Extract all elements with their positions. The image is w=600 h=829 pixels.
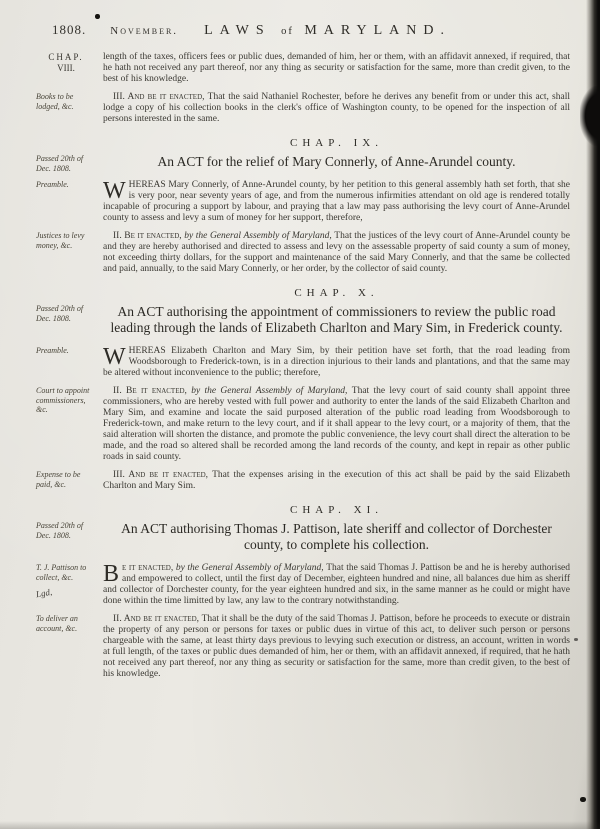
text-run: That the said Nathaniel Rochester, before he derives any benefit from or under this act, shall lodge a copy of his collection books in the clerk's office of Washington county, to be opened for the inspection of all persons interested in the same. — [103, 92, 570, 124]
act-title: An ACT authorising the appointment of commissioners to review the public road leading through the lands of Elizabeth Charlton and Mary Sim, in Frederick county. — [110, 304, 563, 335]
chap-ix-title-row — [36, 154, 570, 173]
preamble-paragraph — [103, 180, 570, 224]
text-run: That it shall be the duty of the said Thomas J. Pattison, before he proceeds to execute or distrain the property of any person or persons for taxes or public dues in virtue of this act, to deliver such person or persons chargeable with the same, at least thirty days previous to levying such execution or distress, an account, written in words at full length, of the taxes or public dues demanded of him, her or them, with an affidavit annexed, if required, that he hath not received any part thereof, nor any thing as security or satisfaction for the same, more than credit given, to the best of his knowledge. — [103, 614, 570, 679]
act-title: An ACT authorising Thomas J. Pattison, late sheriff and collector of Dorchester county, to complete his collection. — [121, 521, 552, 552]
margin-note-preamble: Preamble. — [36, 180, 69, 189]
chap-x-title-row — [36, 304, 570, 339]
chap-xi-section2-row — [36, 614, 570, 680]
text-run-sc: III. And be it enacted, — [113, 92, 208, 102]
margin-note-justices-levy: Justices to levy money, &c. — [36, 231, 85, 250]
margin-note-pattison-collect — [36, 563, 103, 607]
chapter-heading: CHAP. XI. — [290, 504, 383, 516]
page-header — [52, 22, 570, 39]
book-binding-shadow — [580, 86, 600, 146]
body-column — [103, 231, 570, 275]
margin-spacer — [36, 137, 103, 149]
body-column — [103, 137, 570, 149]
body-column — [103, 304, 570, 339]
preamble-paragraph — [103, 346, 570, 379]
chap-x-section3-row — [36, 470, 570, 492]
text-run: That the expenses arising in the execution of this act shall be paid by the said Elizabeth Charlton and Mary Sim. — [103, 470, 570, 491]
text-run-dc: W — [103, 178, 126, 204]
margin-note-passed-date: Passed 20th of Dec. 1808. — [36, 154, 84, 173]
text-run-dc: W — [103, 344, 126, 370]
ink-speck — [574, 638, 578, 641]
body-column — [103, 563, 570, 607]
chap-xi-title-row — [36, 521, 570, 556]
page-month: November. — [110, 25, 179, 37]
text-run-dc: B — [103, 561, 120, 587]
act-title: An ACT for the relief of Mary Connerly, of Anne-Arundel county. — [157, 154, 516, 169]
text-run-sc: e it enacted, — [122, 563, 176, 573]
page-bottom-shadow — [0, 821, 600, 829]
chapter-word: CHAP. — [48, 52, 84, 62]
page-title-laws: LAWS — [204, 23, 271, 38]
text-run: That the said Thomas J. Pattison be and he is hereby authorised and empowered to collect, until the first day of December, eighteen hundred and nine, all balances due him as sheriff and collector of Dorchester county, for the year eighteen hundred and six, in the same manner as he could or might have done within the time limitted by law, any law to the contrary notwithstanding. — [103, 563, 570, 606]
section-paragraph — [103, 470, 570, 492]
section-paragraph — [103, 563, 570, 607]
margin-chapter-number — [36, 52, 103, 85]
margin-note-books-lodged: Books to be lodged, &c. — [36, 92, 74, 111]
document-body — [36, 52, 570, 680]
body-column — [103, 470, 570, 492]
margin-note-passed-date: Passed 20th of Dec. 1808. — [36, 304, 84, 323]
chap-xi-heading-row — [36, 504, 570, 516]
margin-note-court-appoint: Court to appoint commissioners, &c. — [36, 386, 90, 414]
margin-note-deliver-account: To deliver an account, &c. — [36, 614, 78, 633]
body-column — [103, 614, 570, 680]
chap-ix-preamble-row — [36, 180, 570, 224]
handwritten-mark: Lgd, — [35, 586, 53, 600]
text-run: HEREAS — [128, 180, 166, 190]
body-column — [103, 154, 570, 173]
text-run: Elizabeth Charlton and Mary Sim, by their petition have set forth, that the road leading from Woodsborough to Frederick-town, is in a direction injurious to their lands and plantations, and that the same may be altered without inconvenience to the public; therefore, — [103, 346, 570, 378]
section-paragraph — [103, 231, 570, 275]
chap-viii-continuation-row — [36, 52, 570, 85]
chapter-numeral: VIII. — [57, 63, 75, 73]
chap-x-section2-row — [36, 386, 570, 463]
body-column — [103, 287, 570, 299]
body-column — [103, 386, 570, 463]
body-column — [103, 504, 570, 516]
text-run-sc: III. And be it enacted, — [113, 470, 213, 480]
section-paragraph — [103, 92, 570, 125]
text-run-it: by the General Assembly of Maryland, — [191, 386, 352, 396]
text-run: That the justices of the levy court of Anne-Arundel county be and they are hereby authorised and directed to assess and levy on the assessable property of said county a sum of money, not exceeding thirty dollars, for the support and maintenance of the said Mary Connerly, and that the same be collected and paid, annually, to the said Mary Connerly, or her order, by the collector of said county. — [103, 231, 570, 274]
page-title-of: of — [281, 26, 294, 37]
chapter-heading: CHAP. IX. — [290, 137, 383, 149]
text-run-sc: II. And be it enacted, — [113, 614, 202, 624]
body-paragraph: length of the taxes, officers fees or public dues, demanded of him, her or them, with an affidavit annexed, if required, that he hath not received any part thereof, nor any thing as security or satisfaction for the same, more than credit given, to the best of his knowledge. — [103, 52, 570, 84]
text-run: That the levy court of said county shall appoint three commissioners, who are hereby vested with full power and authority to enter the lands of the said Elizabeth Charlton and Mary Sim, and examine and locate the said purposed alteration of the public road leading from Woodsborough to Frederick-town, and make return to the levy court, and if it shall appear to the levy court, or a majority of them, that the said alteration will shorten the distance, and promote the public convenience, the levy court shall direct the alteration to be made, and the road so altered shall be recorded among the land records of the county, and kept in repair as other public roads in said county. — [103, 386, 570, 462]
ink-speck — [95, 14, 100, 19]
ink-speck — [580, 797, 586, 802]
text-run-sc: II. Be it enacted, — [113, 231, 185, 241]
text-run: Mary Connerly, of Anne-Arundel county, by her petition to this general assembly hath set forth, that she is very poor, near seventy years of age, and from the numerous infirmities attendant on old age is rendered totally incapable of procuring a support by labour, and praying that a law may pass authorising the levy court of Anne-Arundel county to assess and levy a sum of money for her support, therefore, — [103, 180, 570, 223]
chap-viii-section3-row — [36, 92, 570, 125]
text-run-it: by the General Assembly of Maryland, — [184, 231, 335, 241]
body-column — [103, 180, 570, 224]
chapter-heading: CHAP. X. — [294, 287, 379, 299]
chap-ix-section2-row — [36, 231, 570, 275]
page-title-maryland: MARYLAND. — [304, 23, 451, 38]
margin-note-expense-paid: Expense to be paid, &c. — [36, 470, 81, 489]
text-run: HEREAS — [128, 346, 166, 356]
text-run-sc: II. Be it enacted, — [113, 386, 192, 396]
chap-ix-heading-row — [36, 137, 570, 149]
margin-spacer — [36, 504, 103, 516]
margin-note-passed-date: Passed 20th of Dec. 1808. — [36, 521, 84, 540]
margin-note-text: T. J. Pattison to collect, &c. — [36, 563, 87, 582]
chap-x-heading-row — [36, 287, 570, 299]
body-column — [103, 52, 570, 85]
margin-spacer — [36, 287, 103, 299]
body-column — [103, 346, 570, 379]
text-run-it: by the General Assembly of Maryland, — [175, 563, 327, 573]
margin-note-preamble: Preamble. — [36, 346, 69, 355]
body-column — [103, 92, 570, 125]
section-paragraph — [103, 386, 570, 463]
page-title — [204, 23, 451, 39]
page-year: 1808. — [52, 22, 87, 37]
body-column — [103, 521, 570, 556]
chap-x-preamble-row — [36, 346, 570, 379]
section-paragraph — [103, 614, 570, 680]
chap-xi-section1-row — [36, 563, 570, 607]
